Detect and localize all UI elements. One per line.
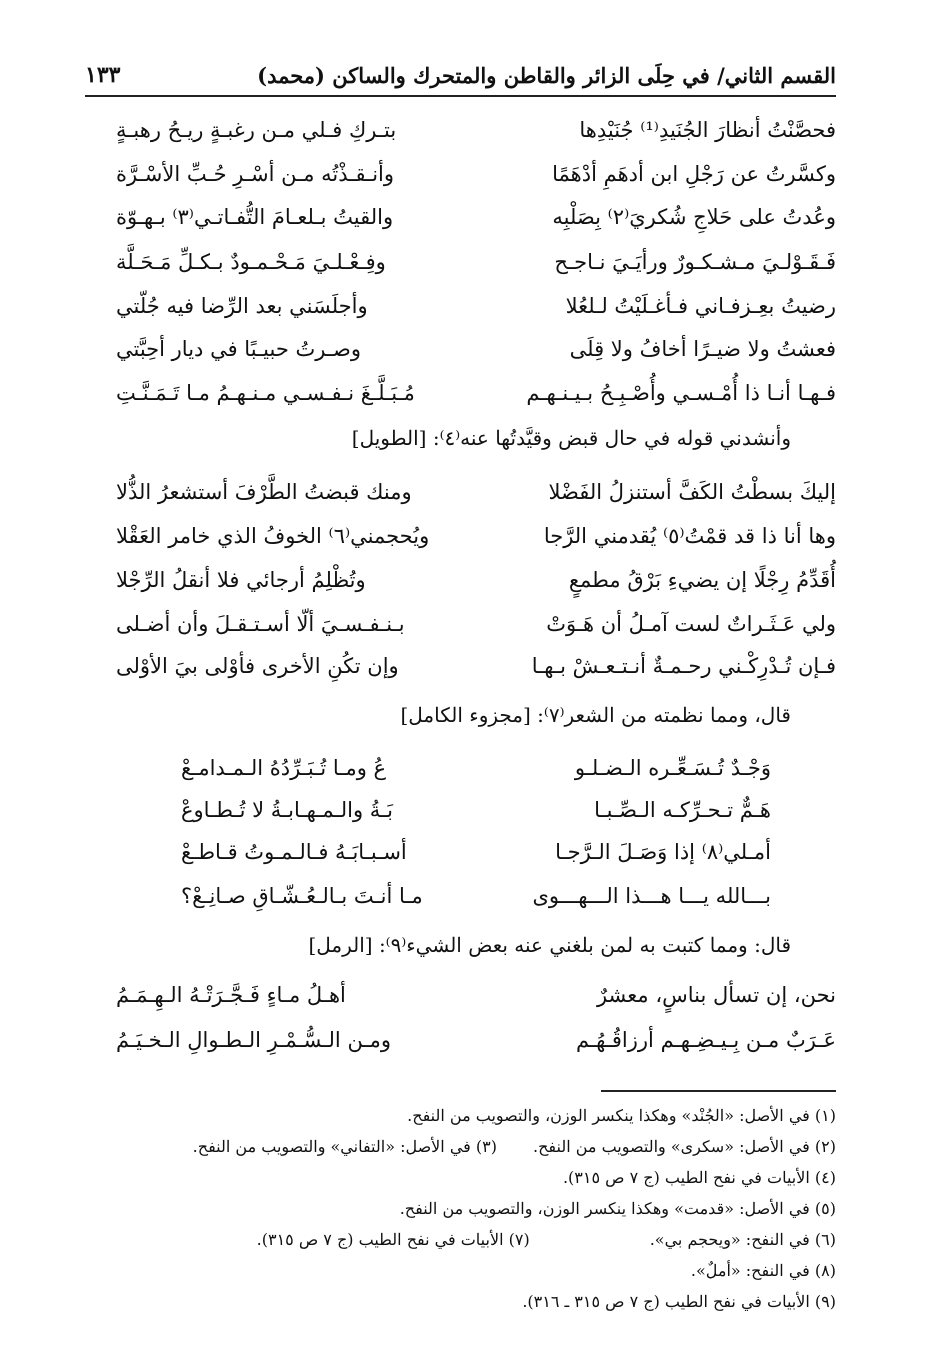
verse-first-hemistich: إليكَ بسطْتُ الكَفَّ أستنزلُ الفَضْلا	[548, 480, 836, 504]
verse-second-hemistich: ومـن الـسُّـمْـرِ الـطـوالِ الـخـيَـمُ	[116, 1028, 391, 1052]
footnote-text: (٨) في النفح: «أملٌ».	[690, 1260, 836, 1280]
verse-line	[116, 329, 836, 369]
verse-second-hemistich: ويُحجمني⁽٦⁾ الخوفُ الذي خامر العَقْلا	[116, 524, 430, 548]
verse-first-hemistich: وكسَّرتُ عن رَجْلِ ابن أدهَمِ أدْهَمًا	[552, 162, 836, 186]
footnote-text: (٥) في الأصل: «قدمت» وهكذا ينكسر الوزن، والتصويب من النفح.	[399, 1198, 836, 1218]
intro-line: قال، ومما نظمته من الشعر⁽٧⁾: [مجزوء الكامل]	[400, 703, 791, 727]
footnote	[96, 1255, 836, 1285]
footnote	[96, 1131, 836, 1161]
verse-first-hemistich: عَـرَبٌ مـن بِـيـضِـهـم أرزاقُـهُـم	[575, 1028, 836, 1052]
verse-second-hemistich: عُ ومـا تُـبَـرِّدُهُ الـمـدامـعْ	[181, 756, 387, 780]
verse-first-hemistich: هَـمٌّ تـحـرِّكـه الـصِّـبـا	[594, 798, 771, 822]
footnote-text: (٤) الأبيات في نفح الطيب (ج ٧ ص ٣١٥).	[562, 1167, 836, 1187]
verse-line	[116, 560, 836, 600]
page-number: ١٣٣	[85, 62, 121, 88]
footnote-text: (٢) في الأصل: «سكرى» والتصويب من النفح.	[532, 1136, 836, 1156]
verse-line	[116, 516, 836, 556]
verse-line	[116, 646, 836, 686]
verse-second-hemistich: وأنـقـذْتُه مـن أسْـرِ حُـبِّ الأسْـرَّة	[116, 162, 395, 186]
verse-first-hemistich: وها أنا ذا قد قمْتُ⁽٥⁾ يُقدمني الرَّجا	[543, 524, 836, 548]
verse-first-hemistich: فـإن تُـدْرِكْـني رحـمـةٌ أنـتـعـشْ بـهـا	[531, 654, 836, 678]
intro-line: قال: ومما كتبت به لمن بلغني عنه بعض الشيء⁽٩⁾: [الرمل]	[308, 933, 791, 957]
verse-second-hemistich: وإن تكُنِ الأخرى فأوْلى بيَ الأوْلى	[116, 654, 399, 678]
verse-line	[181, 790, 771, 830]
verse-second-hemistich: بـنـفـسـيَ ألّا أسـتـقـلَ وأن أضـلى	[116, 612, 405, 636]
verse-line	[116, 242, 836, 282]
verse-line	[181, 832, 771, 872]
verse-first-hemistich: فـهـا أنـا ذا أُمْـسـي وأُصْـبِـحُ بـيـنـهـم	[526, 381, 836, 405]
verse-line	[181, 748, 771, 788]
verse-line	[116, 975, 836, 1015]
verse-line	[116, 110, 836, 150]
verse-first-hemistich: وعُدتُ على حَلاجِ شُكريَ⁽٢⁾ بِصَلْبِه	[552, 205, 836, 229]
verse-line	[181, 876, 771, 916]
header-title: القسم الثاني/ في حِلَى الزائر والقاطن والمتحرك والساكن (محمد)	[257, 62, 836, 88]
verse-line	[116, 472, 836, 512]
footnote-text: (١) في الأصل: «الجُنْد» وهكذا ينكسر الوزن، والتصويب من النفح.	[407, 1105, 836, 1125]
verse-first-hemistich: فحصَّنْتُ أنظارَ الجُنَيدِ⁽¹⁾ جُنَيْدِها	[579, 118, 836, 142]
verse-second-hemistich: وصـرتُ حبيـبًا في ديار أحِبَّتي	[116, 337, 361, 361]
verse-second-hemistich: وفِـعْـلـيَ مَـحْـمـودٌ بـكـلِّ مَـحَـلَّة	[116, 250, 386, 274]
footnote	[96, 1162, 836, 1192]
verse-first-hemistich: بـــالله يـــا هـــذا الـــهـــوى	[532, 884, 771, 908]
verse-first-hemistich: فَـقَـوْلـيَ مـشـكـورٌ ورأيَـيَ نـاجـح	[554, 250, 836, 274]
verse-line	[116, 154, 836, 194]
verse-first-hemistich: نحن، إن تسأل بناسٍ، معشرٌ	[596, 983, 836, 1007]
verse-first-hemistich: رضيتُ بعِـزفـاني فـأغـلَيْتُ لـلعُلا	[565, 294, 836, 318]
verse-second-hemistich: وتُظْلِمُ أرجائي فلا أنقلُ الرِّجْلا	[116, 568, 366, 592]
footnote	[96, 1100, 836, 1130]
footnote-text: (٩) الأبيات في نفح الطيب (ج ٧ ص ٣١٥ ـ ٣١٦).	[522, 1291, 836, 1311]
verse-second-hemistich: أسـبـابَـهُ فـالـمـوتُ قـاطـعْ	[181, 840, 407, 864]
running-header	[85, 55, 836, 97]
footnote-text: (٣) في الأصل: «التفاني» والتصويب من النفح.	[192, 1136, 497, 1156]
intro-line: وأنشدني قوله في حال قبض وقيَّدتُها عنه⁽٤⁾: [الطويل]	[351, 426, 791, 450]
verse-second-hemistich: بَـةُ والـمـهـابـةُ لا تُـطـاوعْ	[181, 798, 394, 822]
verse-first-hemistich: أمـلي⁽٨⁾ إذا وَصَـلَ الـرَّجـا	[555, 840, 771, 864]
verse-second-hemistich: مُـبَـلَّـغَ نـفـسـي مـنـهـمُ مـا تَـمَـنَّـتِ	[116, 381, 415, 405]
footnote-divider	[601, 1090, 836, 1092]
verse-first-hemistich: ولي عَـثَـراتٌ لست آمـلُ أن هَـوَتْ	[546, 612, 836, 636]
verse-second-hemistich: مـا أنـتَ بـالـعُـشّـاقِ صـانِـعْ؟	[181, 884, 423, 908]
verse-line	[116, 286, 836, 326]
verse-second-hemistich: أهـلُ مـاءٍ فَـجَّـرَتْـهُ الـهِـمَـمُ	[116, 983, 346, 1007]
verse-first-hemistich: وَجْـدٌ تُـسَـعِّـره الـضـلـو	[574, 756, 771, 780]
verse-line	[116, 604, 836, 644]
footnote	[96, 1193, 836, 1223]
verse-line	[116, 373, 836, 413]
verse-first-hemistich: أُقَدِّمُ رِجْلًا إن يضيءِ بَرْقُ مطمعٍ	[568, 568, 836, 592]
footnote-text: (٦) في النفح: «ويحجم بي».	[649, 1229, 836, 1249]
verse-line	[116, 1020, 836, 1060]
verse-line	[116, 197, 836, 237]
verse-second-hemistich: ومنك قبضتُ الطَّرْفَ أستشعرُ الذُّلا	[116, 480, 412, 504]
verse-second-hemistich: والقيتُ بـلعـامَ التُّفـاتـي⁽٣⁾ بـهـوّة	[116, 205, 394, 229]
footnote	[96, 1224, 836, 1254]
verse-second-hemistich: وأجلَسَني بعد الرِّضا فيه جُلّتي	[116, 294, 368, 318]
footnote	[96, 1286, 836, 1316]
verse-first-hemistich: فعشتُ ولا ضيـرًا أخافُ ولا قِلَى	[569, 337, 836, 361]
footnote-text: (٧) الأبيات في نفح الطيب (ج ٧ ص ٣١٥).	[256, 1229, 530, 1249]
verse-second-hemistich: بتـركِ فـلي مـن رغبـةٍ ريـحُ رهبـةٍ	[116, 118, 397, 142]
